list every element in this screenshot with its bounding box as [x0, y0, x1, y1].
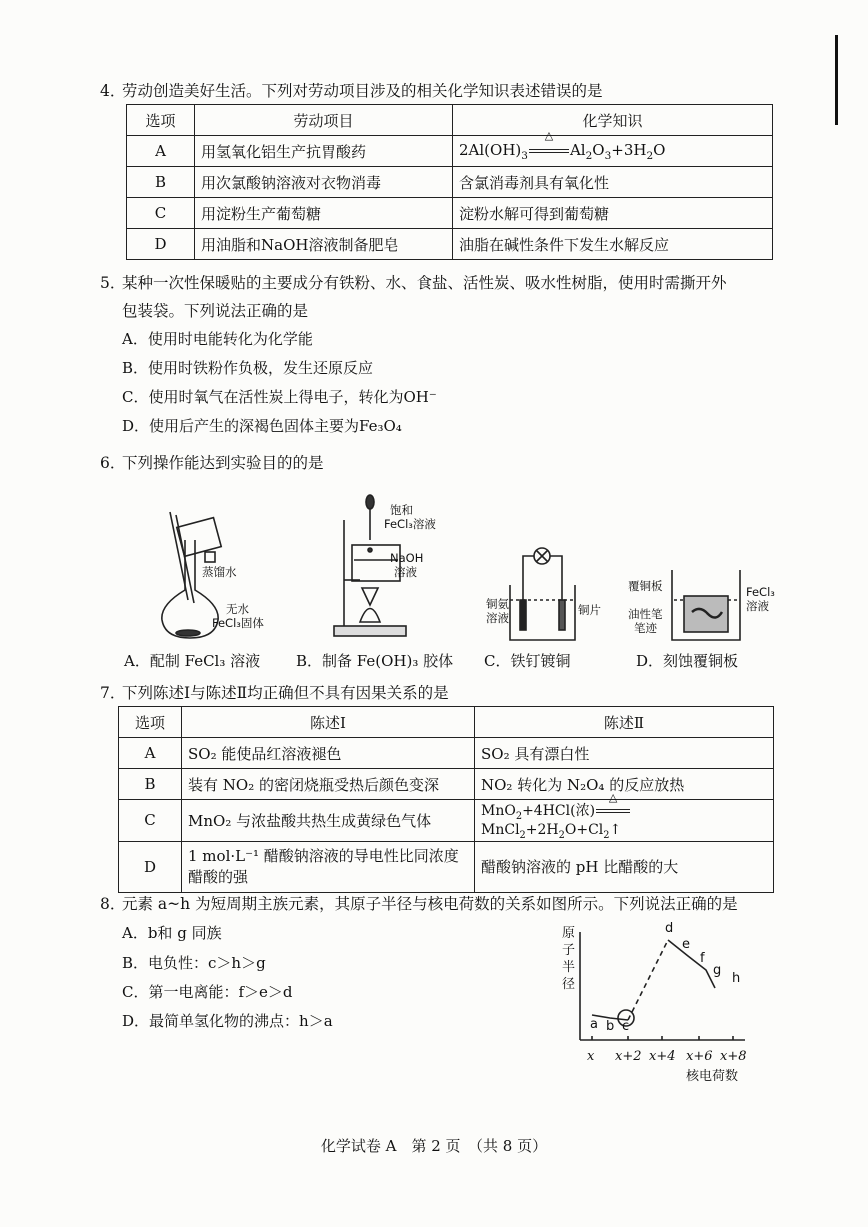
- label-c-solution-1: 铜氨: [486, 597, 509, 611]
- label-d-pen-2: 笔迹: [634, 621, 657, 635]
- chart-tick-3: x+6: [686, 1049, 713, 1064]
- q5-option-a: A．使用时电能转化为化学能: [122, 330, 313, 348]
- q6-stem: 6．下列操作能达到实验目的的是: [100, 454, 324, 472]
- chart-series-dashed-cd: [628, 940, 668, 1020]
- q4-row-d-opt: D: [127, 229, 195, 260]
- chart-point-e: e: [682, 937, 690, 952]
- q7-row-d-s1: [182, 841, 475, 892]
- q6-caption-d: D．刻蚀覆铜板: [636, 652, 739, 670]
- label-b-top-2: FeCl₃溶液: [384, 517, 436, 531]
- q7-row-c-opt: C: [119, 800, 182, 842]
- chart-point-a: a: [590, 1017, 598, 1032]
- q4-row-b-item: 用次氯酸钠溶液对衣物消毒: [195, 167, 453, 198]
- q4-row-d-know: 油脂在碱性条件下发生水解反应: [453, 229, 773, 260]
- q4-header-opt: 选项: [127, 105, 195, 136]
- q7-row-c-s2: [475, 791, 774, 842]
- q7-stem: 7．下列陈述Ⅰ与陈述Ⅱ均正确但不具有因果关系的是: [100, 684, 449, 702]
- q8-stem: 8．元素 a~h 为短周期主族元素，其原子半径与核电荷数的关系如图所示。下列说法正确的是: [100, 895, 738, 913]
- q4-row-c-know: 淀粉水解可得到葡萄糖: [453, 198, 773, 229]
- q4-row-d-item: 用油脂和NaOH溶液制备肥皂: [195, 229, 453, 260]
- q7-row-d-s1-line1: 1 mol·L⁻¹ 醋酸钠溶液的导电性比同浓度: [188, 846, 459, 865]
- label-b-naoh-2: 溶液: [394, 565, 417, 579]
- chart-series-line-dh: [668, 937, 715, 988]
- chart-tick-2: x+4: [649, 1049, 676, 1064]
- q7-header-s2: 陈述Ⅱ: [475, 707, 774, 738]
- q7-row-d-s2: 醋酸钠溶液的 pH 比醋酸的大: [475, 841, 774, 892]
- chart-ylabel: 原子半径: [562, 926, 576, 992]
- chart-tick-4: x+8: [720, 1049, 747, 1064]
- chart-point-d: d: [665, 921, 674, 936]
- label-a-water: 蒸馏水: [202, 565, 237, 579]
- apparatus-c-beaker: [510, 548, 575, 640]
- label-d-fecl3-1: FeCl₃: [746, 585, 775, 599]
- q7-header-s1: 陈述Ⅰ: [182, 707, 475, 738]
- q4-row-a-opt: A: [127, 136, 195, 167]
- q8-option-d: D．最简单氢化物的沸点：h＞a: [122, 1012, 333, 1030]
- q4-header-item: 劳动项目: [195, 105, 453, 136]
- q7-row-b-s1: 装有 NO₂ 的密闭烧瓶受热后颜色变深: [182, 769, 475, 800]
- q7-row-a-s1: SO₂ 能使品红溶液褪色: [182, 738, 475, 769]
- chart-xlabel: 核电荷数: [686, 1069, 739, 1084]
- q4-eq-a: $2Al(OH)_3$ △ $Al_2O_3+3H_2O$: [459, 128, 666, 162]
- q5-option-b: B．使用时铁粉作负极，发生还原反应: [122, 359, 374, 377]
- q4-row-b-know: 含氯消毒剂具有氧化性: [453, 167, 773, 198]
- apparatus-d-beaker: [672, 570, 740, 640]
- q7-table: [118, 706, 774, 893]
- q8-option-a: A．b和 g 同族: [122, 924, 222, 942]
- q4-row-c-item: 用淀粉生产葡萄糖: [195, 198, 453, 229]
- chart-point-f: f: [700, 951, 705, 966]
- q7-row-a-opt: A: [119, 738, 182, 769]
- label-c-solution-2: 溶液: [486, 611, 509, 625]
- label-a-solid-1: 无水: [226, 602, 249, 616]
- q7-row-b-s2: NO₂ 转化为 N₂O₄ 的反应放热: [475, 769, 774, 800]
- label-a-solid-2: FeCl₃固体: [212, 616, 264, 630]
- q5-option-c: C．使用时氧气在活性炭上得电子，转化为OH⁻: [122, 388, 437, 406]
- q4-row-a-item: 用氢氧化铝生产抗胃酸药: [195, 136, 453, 167]
- q5-stem-1: 5．某种一次性保暖贴的主要成分有铁粉、水、食盐、活性炭、吸水性树脂，使用时需撕开外: [100, 274, 727, 292]
- label-d-fecl3-2: 溶液: [746, 599, 769, 613]
- q7-row-c-s1: MnO₂ 与浓盐酸共热生成黄绿色气体: [182, 800, 475, 842]
- label-b-top-1: 饱和: [390, 503, 413, 517]
- q4-row-b-opt: B: [127, 167, 195, 198]
- chart-tick-0: x: [587, 1049, 595, 1064]
- q8-option-b: B．电负性：c＞h＞g: [122, 954, 266, 972]
- q6-caption-a: A．配制 FeCl₃ 溶液: [124, 652, 261, 670]
- page-footer: 化学试卷 A 第 2 页 （共 8 页）: [320, 1137, 548, 1155]
- chart-point-b: b: [606, 1019, 615, 1034]
- q4-row-c-opt: C: [127, 198, 195, 229]
- q7-row-d-s1-line2: 醋酸的强: [188, 867, 249, 886]
- q7-row-d-opt: D: [119, 841, 182, 892]
- q7-eq-c: MnO$_2$+4HCl(浓) △ $MnCl_2+2H_2O+Cl_2↑$: [481, 803, 631, 838]
- q6-caption-b: B．制备 Fe(OH)₃ 胶体: [296, 652, 454, 670]
- q8-chart-axes: [580, 932, 745, 1040]
- chart-point-c: c: [622, 1019, 630, 1034]
- label-c-copper: 铜片: [578, 603, 601, 617]
- q7-header-opt: 选项: [119, 707, 182, 738]
- q4-header-know: 化学知识: [453, 105, 773, 136]
- q8-option-c: C．第一电离能：f＞e＞d: [122, 983, 293, 1001]
- q4-stem: 4．劳动创造美好生活。下列对劳动项目涉及的相关化学知识表述错误的是: [100, 82, 603, 100]
- q6-caption-c: C．铁钉镀铜: [484, 652, 571, 670]
- label-b-naoh-1: NaOH: [390, 551, 424, 565]
- chart-tick-1: x+2: [615, 1049, 642, 1064]
- q7-row-a-s2: SO₂ 具有漂白性: [475, 738, 774, 769]
- q5-option-d: D．使用后产生的深褐色固体主要为Fe₃O₄: [122, 417, 402, 435]
- q5-stem-2: 包装袋。下列说法正确的是: [122, 302, 309, 320]
- chart-point-g: g: [713, 963, 722, 978]
- q7-row-b-opt: B: [119, 769, 182, 800]
- label-d-board: 覆铜板: [628, 579, 663, 593]
- chart-point-h: h: [732, 971, 741, 986]
- label-d-pen-1: 油性笔: [628, 607, 663, 621]
